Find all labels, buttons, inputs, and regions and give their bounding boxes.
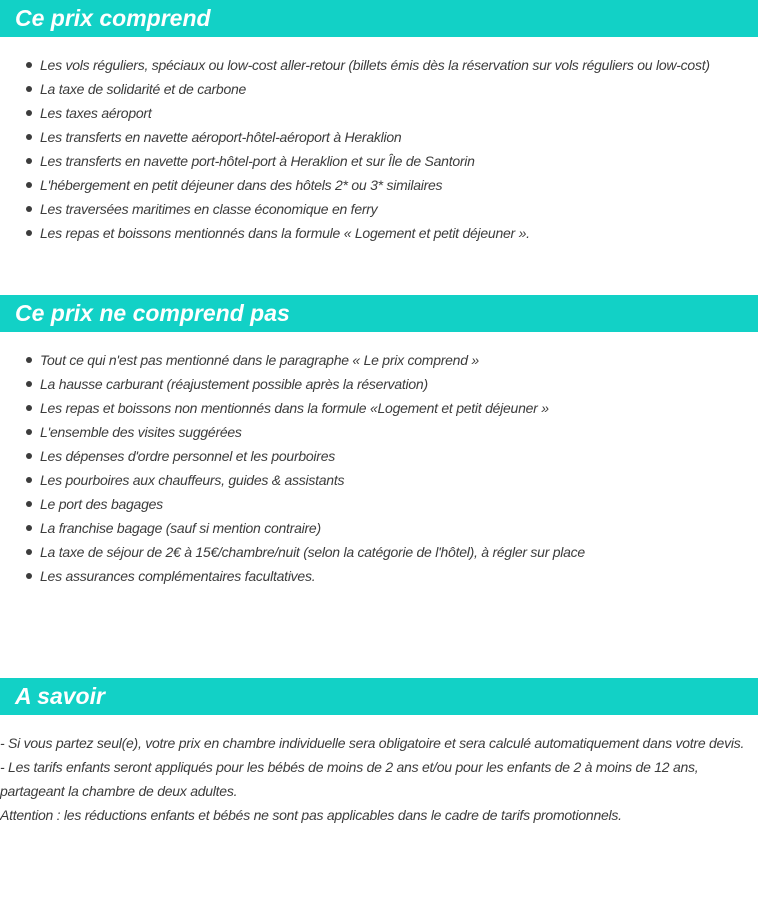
list-item: Les repas et boissons non mentionnés dans la formule «Logement et petit déjeuner » <box>0 396 585 420</box>
note-paragraph: Attention : les réductions enfants et bébés ne sont pas applicables dans le cadre de tarifs promotionnels. <box>0 807 622 823</box>
list-item: Les assurances complémentaires facultatives. <box>0 564 585 588</box>
note-paragraph: - Si vous partez seul(e), votre prix en chambre individuelle sera obligatoire et sera calculé automatiquement dans votre devis. <box>0 735 745 751</box>
includes-list <box>0 53 710 245</box>
list-item: La hausse carburant (réajustement possible après la réservation) <box>0 372 585 396</box>
list-item: Les pourboires aux chauffeurs, guides & assistants <box>0 468 585 492</box>
list-item: L'hébergement en petit déjeuner dans des hôtels 2* ou 3* similaires <box>0 173 710 197</box>
includes-section-title: Ce prix comprend <box>0 0 758 37</box>
list-item: Les traversées maritimes en classe économique en ferry <box>0 197 710 221</box>
list-item: Les transferts en navette port-hôtel-port à Heraklion et sur Île de Santorin <box>0 149 710 173</box>
list-item: La taxe de solidarité et de carbone <box>0 77 710 101</box>
list-item: Tout ce qui n'est pas mentionné dans le paragraphe « Le prix comprend » <box>0 348 585 372</box>
list-item: Les transferts en navette aéroport-hôtel-aéroport à Heraklion <box>0 125 710 149</box>
list-item: L'ensemble des visites suggérées <box>0 420 585 444</box>
list-item: La taxe de séjour de 2€ à 15€/chambre/nuit (selon la catégorie de l'hôtel), à régler sur place <box>0 540 585 564</box>
list-item: Les vols réguliers, spéciaux ou low-cost aller-retour (billets émis dès la réservation sur vols réguliers ou low-cost) <box>0 53 710 77</box>
list-item: Les dépenses d'ordre personnel et les pourboires <box>0 444 585 468</box>
list-item: La franchise bagage (sauf si mention contraire) <box>0 516 585 540</box>
list-item: Les taxes aéroport <box>0 101 710 125</box>
list-item: Les repas et boissons mentionnés dans la formule « Logement et petit déjeuner ». <box>0 221 710 245</box>
excludes-list <box>0 348 585 588</box>
note-paragraph: - Les tarifs enfants seront appliqués pour les bébés de moins de 2 ans et/ou pour les enfants de 2 à moins de 12 ans, partageant la chambre de deux adultes. <box>0 759 699 799</box>
list-item: Le port des bagages <box>0 492 585 516</box>
good-to-know-notes <box>0 731 756 827</box>
good-to-know-section-title: A savoir <box>0 678 758 715</box>
excludes-section-title: Ce prix ne comprend pas <box>0 295 758 332</box>
